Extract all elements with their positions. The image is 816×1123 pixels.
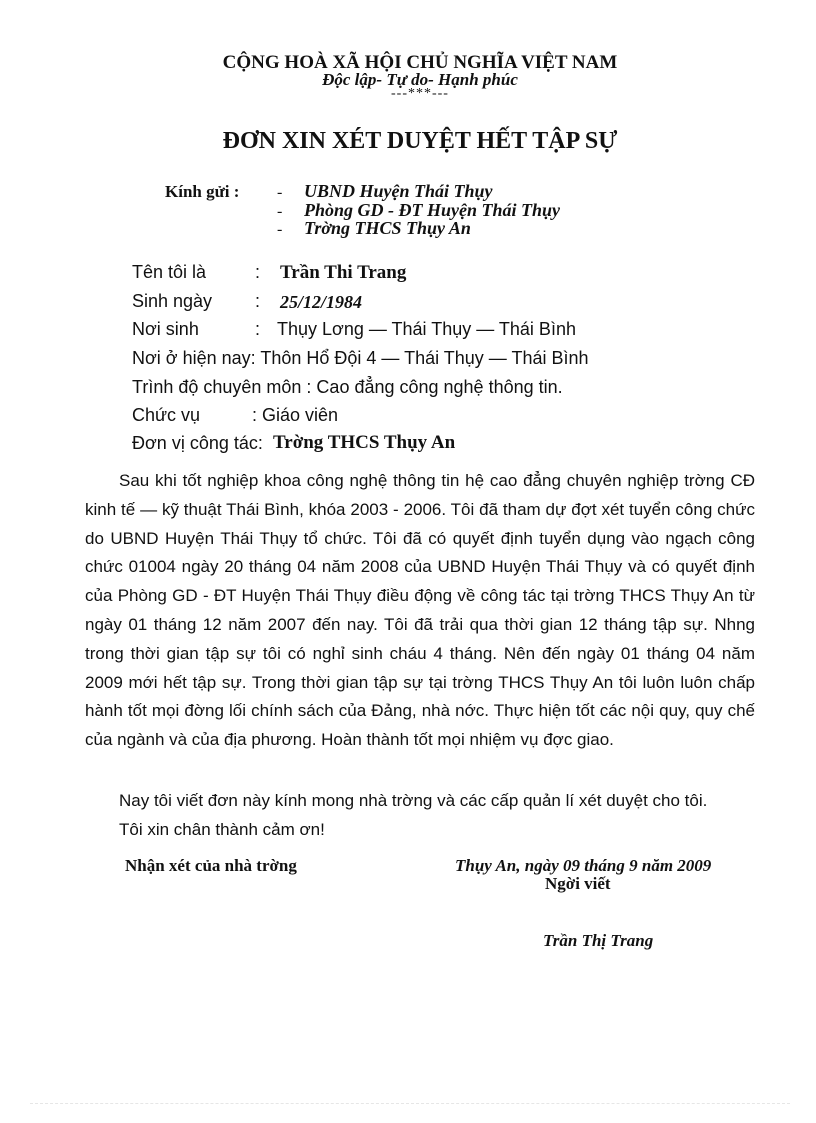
recipient-bullet-1: - — [277, 184, 283, 201]
dob-colon: : — [255, 291, 261, 311]
writer-name: Trần Thị Trang — [543, 931, 654, 950]
writer-label: Ngời viết — [545, 874, 611, 893]
name-label: Tên tôi là — [132, 262, 207, 282]
name-colon: : — [255, 262, 261, 282]
recipient-bullet-3: - — [277, 221, 283, 238]
document-title: ĐƠN XIN XÉT DUYỆT HẾT TẬP SỰ — [222, 128, 618, 154]
place-date: Thụy An, ngày 09 tháng 9 năm 2009 — [455, 856, 712, 875]
workplace-value: Trờng THCS Thụy An — [273, 432, 456, 453]
position-value: : Giáo viên — [252, 405, 339, 425]
recipient-3: Trờng THCS Thụy An — [304, 218, 471, 238]
request-sentence: Nay tôi viết đơn này kính mong nhà trờng và các cấp quản lí xét duyệt cho tôi. — [119, 791, 708, 810]
motto: Độc lập- Tự do- Hạnh phúc — [322, 70, 518, 89]
workplace-label: Đơn vị công tác: — [132, 433, 263, 453]
page-bottom-divider — [30, 1103, 790, 1104]
dob-label: Sinh ngày — [132, 291, 213, 311]
pob-value: Thụy Lơng — Thái Thụy — Thái Bình — [277, 319, 576, 339]
header-separator: ---***--- — [391, 86, 449, 101]
dob-value: 25/12/1984 — [280, 292, 363, 312]
body-paragraph: Sau khi tốt nghiệp khoa công nghệ thông tin hệ cao đẳng chuyên nghiệp trờng CĐ kinh tế — kỹ thuật Thái Bình, khóa 2003 - 2006. Tôi đã tham dự đợt xét tuyển công chức do UBND Huyện Thái Thụy tổ chức. Tôi đã có quyết định tuyển dụng vào ngạch công chức 01004 ngày 20 tháng 04 năm 2008 của UBND Huyện Thái Thụy và có quyết định của Phòng GD - ĐT Huyện Thái Thụy điều động về công tác tại trờng THCS Thụy An từ ngày 01 tháng 12 năm 2007 đến nay. Tôi đã trải qua thời gian 12 tháng tập sự. Nhng trong thời gian tập sự tôi có nghỉ sinh cháu 4 tháng. Nên đến ngày 01 tháng 04 năm 2009 mới hết tập sự. Trong thời gian tập sự tại trờng THCS Thụy An tôi luôn luôn chấp hành tốt mọi đờng lối chính sách của Đảng, nhà nớc. Thực hiện tốt các nội quy, quy chế của ngành và của địa phương. Hoàn thành tốt mọi nhiệm vụ đợc giao. — [85, 471, 755, 750]
recipient-1: UBND Huyện Thái Thụy — [304, 181, 493, 201]
recipients-label: Kính gửi : — [165, 182, 240, 201]
nation-header: CỘNG HOÀ XÃ HỘI CHỦ NGHĨA VIỆT NAM — [222, 52, 618, 73]
pob-label: Nơi sinh — [132, 319, 199, 339]
school-comment-label: Nhận xét của nhà trờng — [125, 856, 297, 875]
name-value: Trần Thi Trang — [280, 262, 407, 283]
position-label: Chức vụ — [132, 405, 201, 425]
thanks-sentence: Tôi xin chân thành cảm ơn! — [119, 820, 325, 839]
pob-colon: : — [255, 319, 261, 339]
recipient-bullet-2: - — [277, 203, 283, 220]
recipient-2: Phòng GD - ĐT Huyện Thái Thụy — [304, 200, 561, 220]
qualification: Trình độ chuyên môn : Cao đẳng công nghệ thông tin. — [132, 377, 563, 397]
residence: Nơi ở hiện nay: Thôn Hổ Đội 4 — Thái Thụy — Thái Bình — [132, 348, 589, 368]
